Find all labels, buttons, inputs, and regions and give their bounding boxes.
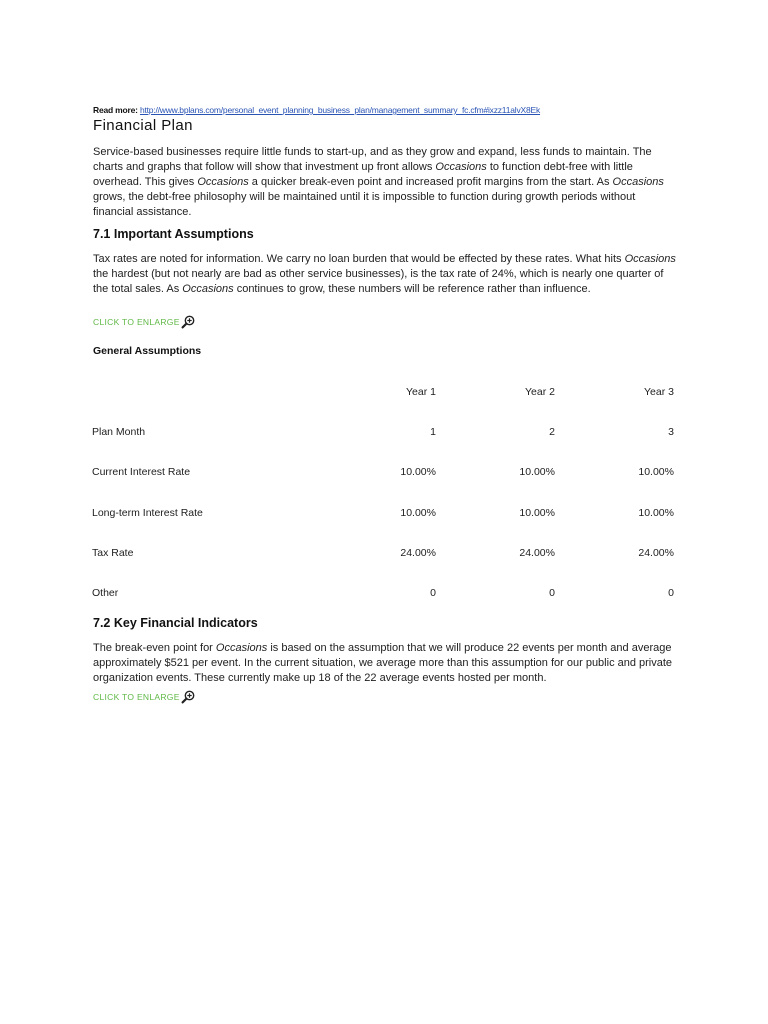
table-cell: 24.00% <box>400 546 436 559</box>
table-cell: 24.00% <box>519 546 555 559</box>
click-to-enlarge-label: CLICK TO ENLARGE <box>93 317 180 327</box>
table-cell: 24.00% <box>638 546 674 559</box>
assumptions-paragraph: Tax rates are noted for information. We carry no loan burden that would be effected by these rates. What hits Occasions the hardest (but not nearly are bad as other service businesses), is the tax rate of 24%, which is nearly one quarter of the total sales. As Occasions continues to grow, these numbers will be reference rather than influence. <box>93 253 676 295</box>
table-cell: 10.00% <box>400 506 436 519</box>
magnifier-plus-icon <box>181 315 195 329</box>
column-header <box>92 372 322 412</box>
read-more-link[interactable]: http://www.bplans.com/personal_event_planning_business_plan/management_summary_fc.cfm#ixzz11alvX8Ek <box>139 105 541 115</box>
indicators-paragraph: The break-even point for Occasions is based on the assumption that we will produce 22 events per month and average approximately $521 per event. In the current situation, we average more than this assumption for our public and private organization events. These currently make up 18 of the 22 average events hosted per month. <box>93 642 673 684</box>
row-label: Plan Month <box>92 426 146 439</box>
general-assumptions-table <box>92 372 674 613</box>
table-header-row <box>92 372 674 412</box>
table-cell: 10.00% <box>638 466 674 479</box>
section-heading-indicators: 7.2 Key Financial Indicators <box>93 616 258 630</box>
table-cell: 10.00% <box>400 466 436 479</box>
click-to-enlarge-label: CLICK TO ENLARGE <box>93 692 180 702</box>
row-label: Tax Rate <box>92 546 134 559</box>
column-header: Year 3 <box>644 386 674 399</box>
click-to-enlarge-link[interactable] <box>93 690 195 704</box>
table-cell: 0 <box>549 587 555 600</box>
row-label: Long-term Interest Rate <box>92 506 203 519</box>
table-cell: 10.00% <box>519 506 555 519</box>
table-cell: 1 <box>430 426 436 439</box>
read-more-line <box>93 105 540 115</box>
table-cell: 0 <box>668 587 674 600</box>
table-row <box>92 493 674 533</box>
row-label: Current Interest Rate <box>92 466 191 479</box>
table-row <box>92 452 674 492</box>
column-header: Year 2 <box>525 386 555 399</box>
table-row <box>92 533 674 573</box>
general-assumptions-title: General Assumptions <box>93 345 202 357</box>
row-label: Other <box>92 587 119 600</box>
magnifier-plus-icon <box>181 690 195 704</box>
table-cell: 3 <box>668 426 674 439</box>
table-cell: 10.00% <box>638 506 674 519</box>
table-row <box>92 573 674 613</box>
page-title: Financial Plan <box>93 117 193 134</box>
table-cell: 0 <box>430 587 436 600</box>
section-heading-assumptions: 7.1 Important Assumptions <box>93 227 254 241</box>
read-more-label: Read more: <box>93 105 138 115</box>
column-header: Year 1 <box>406 386 436 399</box>
click-to-enlarge-link[interactable] <box>93 315 195 329</box>
table-cell: 2 <box>549 426 555 439</box>
intro-paragraph: Service-based businesses require little funds to start-up, and as they grow and expand, less funds to maintain. The charts and graphs that follow will show that investment up front allows Occasions to function debt-free with little overhead. This gives Occasions a quicker break-even point and increased profit margins from the start. As Occasions grows, the debt-free philosophy will be maintained until it is impossible to function during growth periods without financial assistance. <box>93 146 664 218</box>
table-cell: 10.00% <box>519 466 555 479</box>
table-row <box>92 412 674 452</box>
